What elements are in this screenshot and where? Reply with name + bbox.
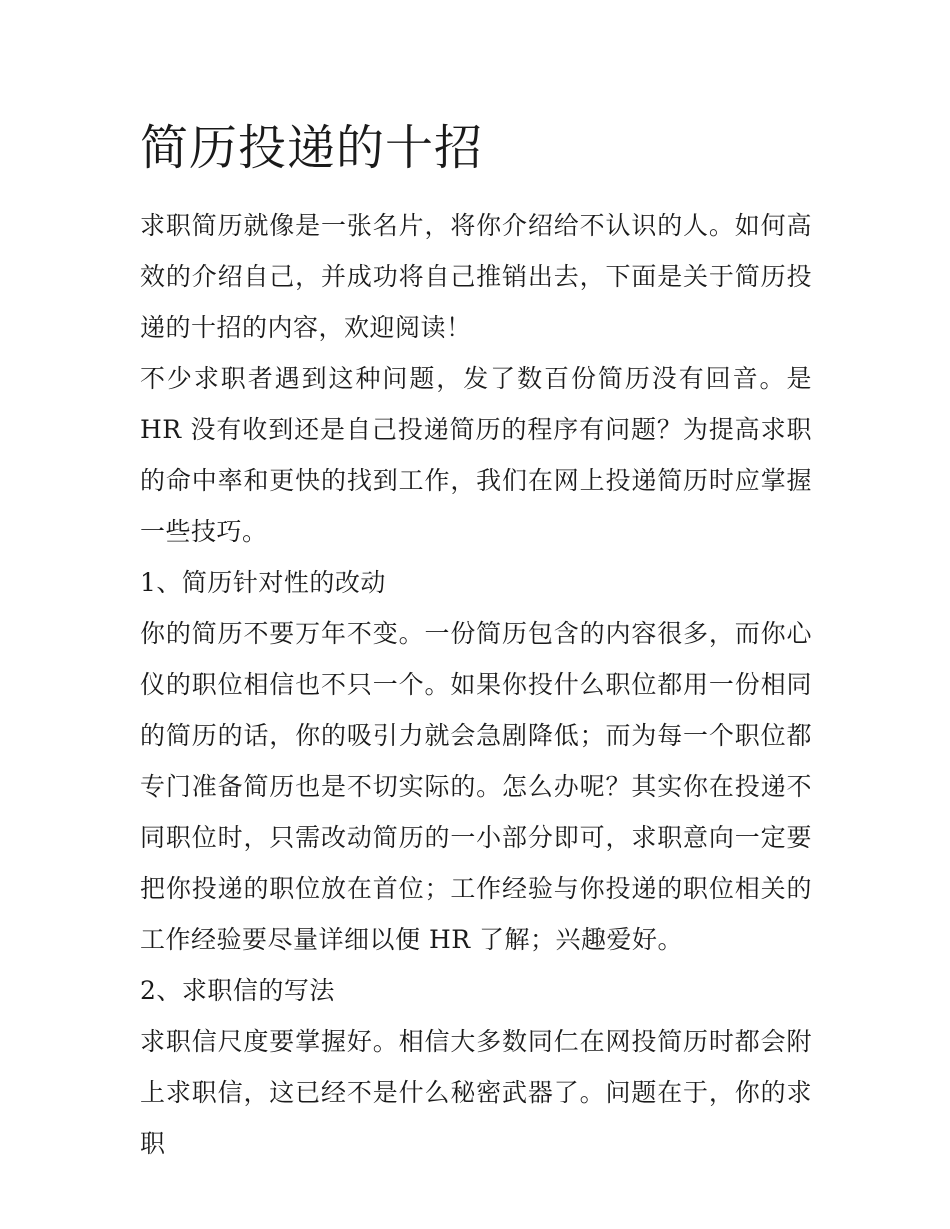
context-paragraph: 不少求职者遇到这种问题，发了数百份简历没有回音。是 HR 没有收到还是自己投递简历的程序有问题？为提高求职的命中率和更快的找到工作，我们在网上投递简历时应掌握一些技巧。 — [140, 364, 812, 546]
document-title: 简历投递的十招 — [140, 120, 484, 176]
section-paragraph: 你的简历不要万年不变。一份简历包含的内容很多，而你心仪的职位相信也不只一个。如果你投什么职位都用一份相同的简历的话，你的吸引力就会急剧降低；而为每一个职位都专门准备简历也是不切实际的。怎么办呢？其实你在投递不同职位时，只需改动简历的一小部分即可，求职意向一定要把你投递的职位放在首位；工作经验与你投递的职位相关的工作经验要尽量详细以便 HR 了解；兴趣爱好。 — [140, 619, 812, 954]
section-heading: 1、简历针对性的改动 — [140, 568, 386, 597]
intro-paragraph: 求职简历就像是一张名片，将你介绍给不认识的人。如何高效的介绍自己，并成功将自己推销出去，下面是关于简历投递的十招的内容，欢迎阅读！ — [140, 211, 812, 342]
document-page — [140, 112, 830, 1169]
section-heading: 2、求职信的写法 — [140, 976, 335, 1005]
section-paragraph: 求职信尺度要掌握好。相信大多数同仁在网投简历时都会附上求职信，这已经不是什么秘密武器了。问题在于，你的求职 — [140, 1027, 812, 1158]
